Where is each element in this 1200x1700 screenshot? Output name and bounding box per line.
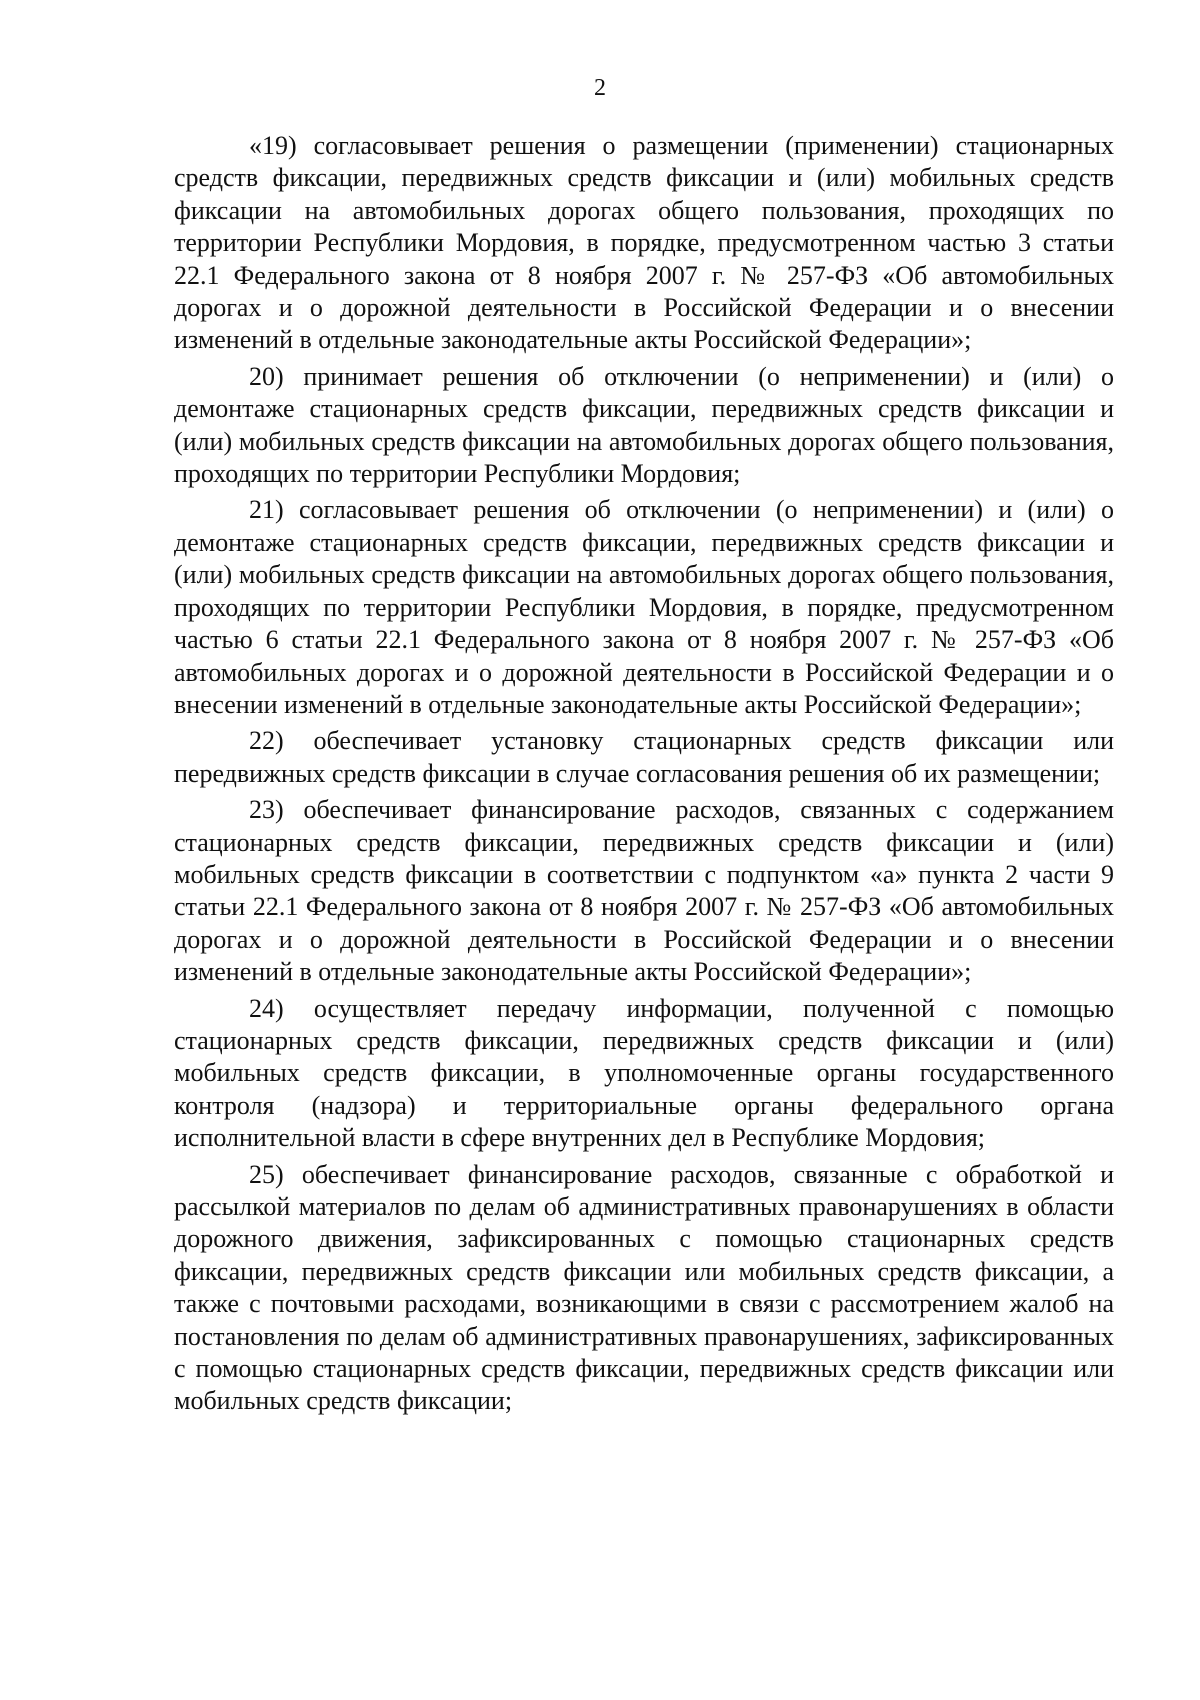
- list-item-22: 22) обеспечивает установку стационарных средств фиксации или передвижных средств фиксации в случае согласования решения об их размещении;: [174, 726, 1114, 788]
- list-item-19: «19) согласовывает решения о размещении (применении) стационарных средств фиксации, передвижных средств фиксации и (или) мобильных средств фиксации на автомобильных дорогах общего пользования, проходящих по территории Республики Мордовия, в порядке, предусмотренном частью 3 статьи 22.1 Федерального закона от 8 ноября 2007 г. № 257-ФЗ «Об автомобильных дорогах и о дорожной деятельности в Российской Федерации и о внесении изменений в отдельные законодательные акты Российской Федерации»;: [174, 131, 1114, 355]
- list-item-24: 24) осуществляет передачу информации, полученной с помощью стационарных средств фиксации, передвижных средств фиксации и (или) мобильных средств фиксации, в уполномоченные органы государственного контроля (надзора) и территориальные органы федерального органа исполнительной власти в сфере внутренних дел в Республике Мордовия;: [174, 993, 1114, 1153]
- list-item-25: 25) обеспечивает финансирование расходов, связанные с обработкой и рассылкой материалов по делам об административных правонарушениях в области дорожного движения, зафиксированных с помощью стационарных средств фиксации, передвижных средств фиксации или мобильных средств фиксации, а также с почтовыми расходами, возникающими в связи с рассмотрением жалоб на постановления по делам об административных правонарушениях, зафиксированных с помощью стационарных средств фиксации, передвижных средств фиксации или мобильных средств фиксации;: [174, 1159, 1114, 1416]
- page-number: 2: [594, 75, 606, 101]
- document-body: [174, 130, 1114, 1422]
- list-item-20: 20) принимает решения об отключении (о неприменении) и (или) о демонтаже стационарных средств фиксации, передвижных средств фиксации и (или) мобильных средств фиксации на автомобильных дорогах общего пользования, проходящих по территории Республики Мордовия;: [174, 361, 1114, 489]
- list-item-21: 21) согласовывает решения об отключении (о неприменении) и (или) о демонтаже стационарных средств фиксации, передвижных средств фиксации и (или) мобильных средств фиксации на автомобильных дорогах общего пользования, проходящих по территории Республики Мордовия, в порядке, предусмотренном частью 6 статьи 22.1 Федерального закона от 8 ноября 2007 г. № 257-ФЗ «Об автомобильных дорогах и о дорожной деятельности в Российской Федерации и о внесении изменений в отдельные законодательные акты Российской Федерации»;: [174, 495, 1114, 719]
- list-item-23: 23) обеспечивает финансирование расходов, связанных с содержанием стационарных средств фиксации, передвижных средств фиксации и (или) мобильных средств фиксации в соответствии с подпунктом «а» пункта 2 части 9 статьи 22.1 Федерального закона от 8 ноября 2007 г. № 257-ФЗ «Об автомобильных дорогах и о дорожной деятельности в Российской Федерации и о внесении изменений в отдельные законодательные акты Российской Федерации»;: [174, 795, 1114, 987]
